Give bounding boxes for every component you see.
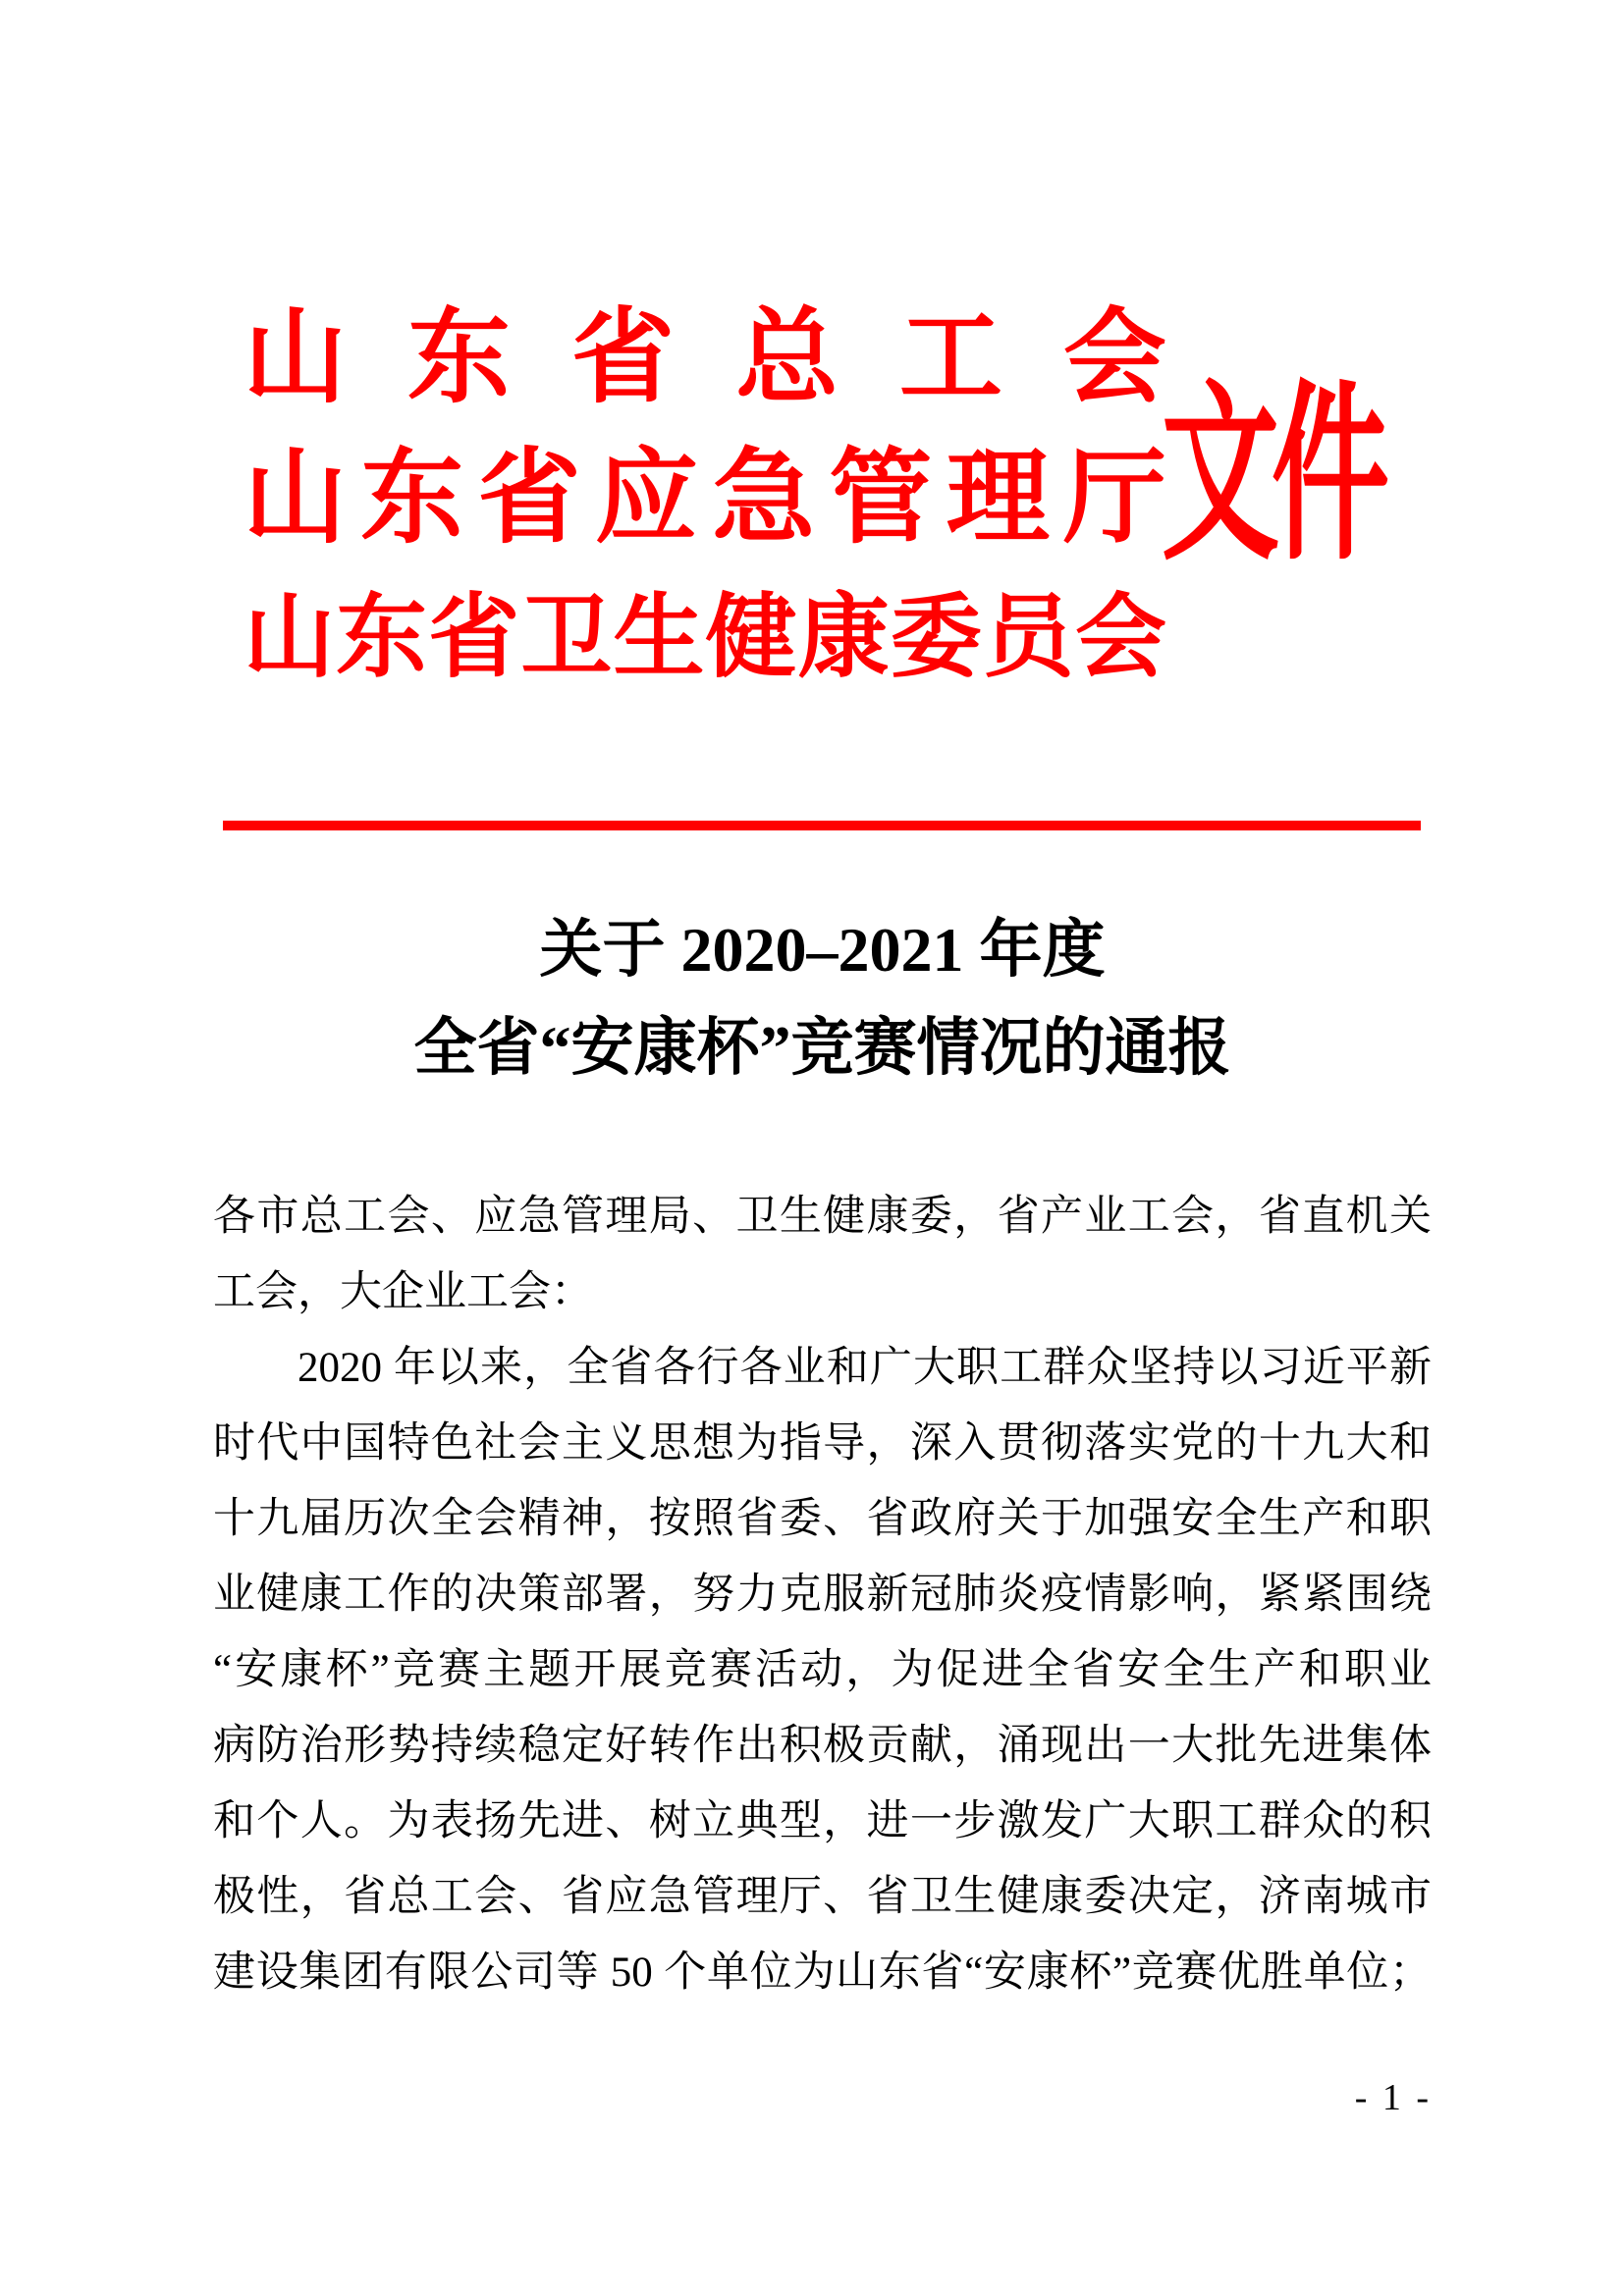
body-line: 工会，大企业工会：	[213, 1269, 593, 1315]
body-line: 和个人。为表扬先进、树立典型，进一步激发广大职工群众的积	[213, 1798, 1432, 1844]
body-line: 2020 年以来，全省各行各业和广大职工群众坚持以习近平新	[298, 1345, 1432, 1391]
document-title	[213, 901, 1432, 1097]
body-line: “安康杯”竞赛主题开展竞赛活动，为促进全省安全生产和职业	[213, 1647, 1432, 1693]
red-divider-line	[223, 821, 1421, 830]
body-line: 极性，省总工会、省应急管理厅、省卫生健康委决定，济南城市	[213, 1874, 1432, 1920]
doc-type-label: 文件	[1162, 369, 1381, 583]
body-line: 病防治形势持续稳定好转作出积极贡献，涌现出一大批先进集体	[213, 1723, 1432, 1769]
body-line: 建设集团有限公司等 50 个单位为山东省“安康杯”竞赛优胜单位；	[213, 1949, 1432, 1996]
title-line-2: 全省“安康杯”竞赛情况的通报	[413, 1013, 1231, 1083]
page-number: - 1 -	[1354, 2077, 1432, 2118]
letterhead-org-names	[244, 288, 1166, 709]
title-line-1: 关于 2020–2021 年度	[539, 915, 1106, 985]
document-body	[213, 1179, 1432, 2010]
body-line: 业健康工作的决策部署，努力克服新冠肺炎疫情影响，紧紧围绕	[213, 1572, 1432, 1618]
org-name-line-3: 山 东 省 卫 生 健 康 委 员 会	[244, 588, 1166, 689]
body-line: 各市总工会、应急管理局、卫生健康委，省产业工会，省直机关	[213, 1194, 1432, 1240]
org-name-line-1: 山 东 省 总 工 会	[244, 300, 1166, 415]
org-name-line-2: 山 东 省 应 急 管 理 厅	[244, 441, 1166, 556]
body-line: 时代中国特色社会主义思想为指导，深入贯彻落实党的十九大和	[213, 1420, 1432, 1467]
body-line: 十九届历次全会精神，按照省委、省政府关于加强安全生产和职	[213, 1496, 1432, 1542]
